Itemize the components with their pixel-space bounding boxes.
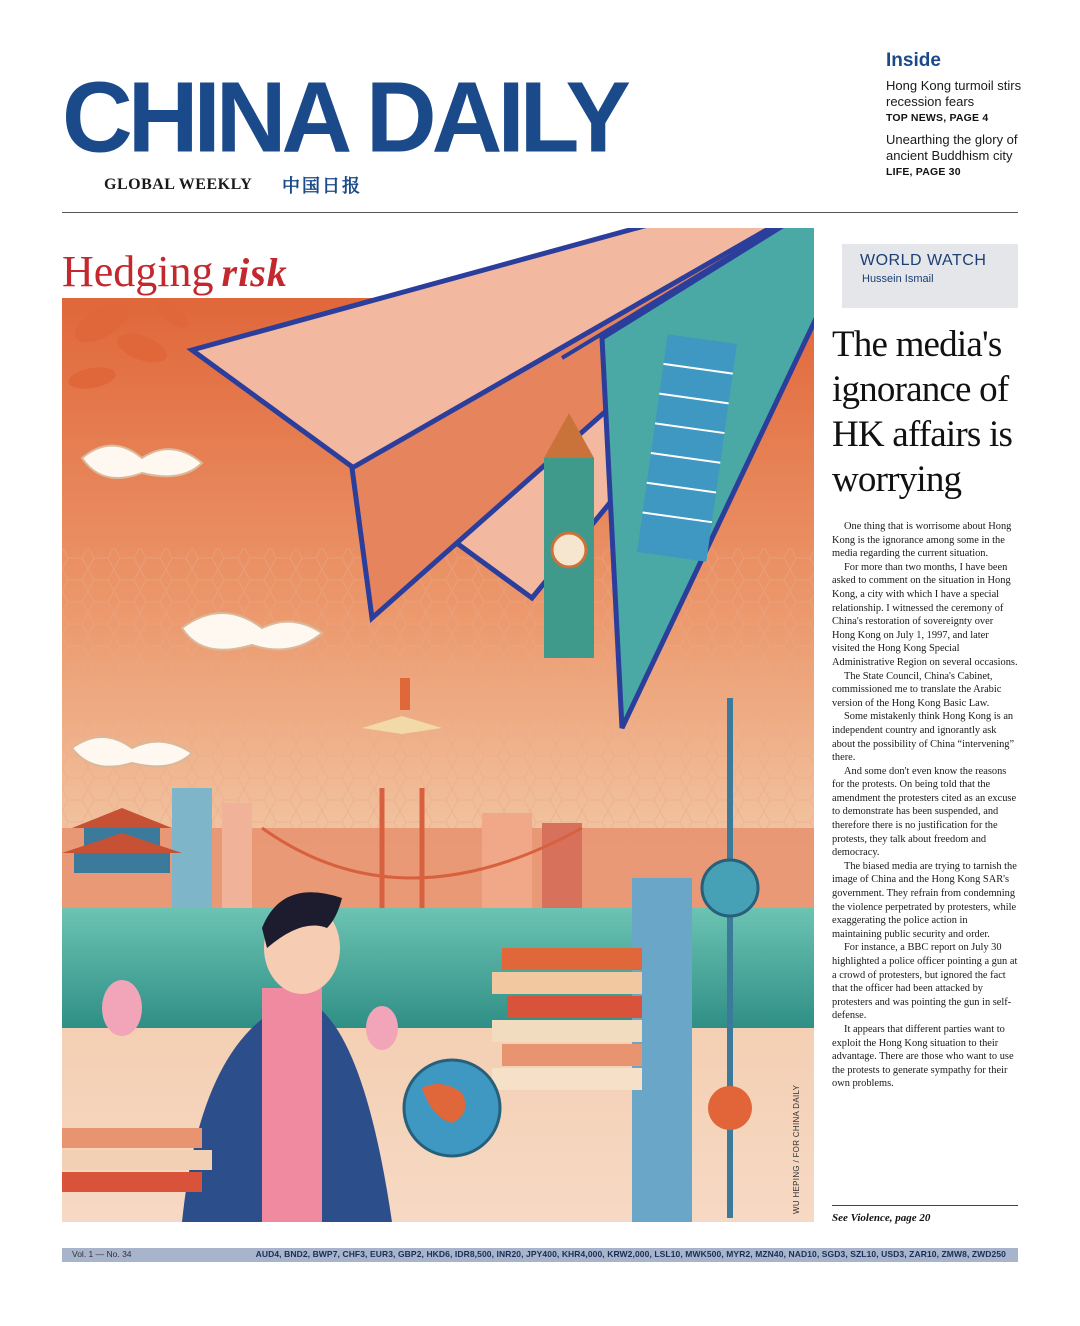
column-author: Hussein Ismail	[862, 273, 934, 285]
inside-item-headline[interactable]: Unearthing the glory of ancient Buddhism city	[886, 132, 1018, 163]
column-paragraph: The biased media are trying to tarnish the image of China and the Hong Kong SAR's government. They refrain from condemning the violence perpetrated by protesters, while exaggerating the police action in maintaining public security and order.	[832, 860, 1017, 940]
clock-tower	[544, 413, 594, 658]
column-paragraph: For instance, a BBC report on July 30 highlighted a police officer pointing a gun at a crowd of protesters, but ignored the fact that the officer had been attacked by protesters and was pointing the gun in self-defense.	[832, 942, 1018, 1022]
masthead-subtitle: GLOBAL WEEKLY	[104, 176, 253, 193]
inside-item-reference: TOP NEWS, PAGE 4	[886, 112, 989, 124]
inside-item-headline[interactable]: Hong Kong turmoil stirs recession fears	[886, 78, 1022, 109]
globe	[404, 1060, 500, 1156]
column-rule	[832, 1205, 1018, 1206]
column-continuation-link[interactable]: See Violence, page 20	[832, 1212, 931, 1224]
column-paragraph: And some don't even know the reasons for the protests. On being told that the amendment the protesters cited as an excuse to demonstrate has been suspended, and therefore there is no justification for the protests, they talk about freedom and democracy.	[832, 765, 1017, 859]
inside-item-reference: LIFE, PAGE 30	[886, 166, 961, 178]
column-paragraph: It appears that different parties want to exploit the Hong Kong situation to their advantage. There are those who want to use the protests to generate sympathy for their own problems.	[832, 1023, 1014, 1090]
river	[62, 908, 814, 1028]
masthead	[62, 60, 722, 198]
inside-item[interactable]	[886, 132, 1026, 178]
column-section-label: WORLD WATCH	[860, 252, 987, 269]
inside-item[interactable]	[886, 78, 1026, 124]
column-paragraph: For more than two months, I have been asked to comment on the situation in Hong Kong, a city with which I have a special relationship. I witnessed the ceremony of China's restoration of sovereignty over Hong Kong on July 1, 1997, and later visited the Hong Kong Special Administrative Region on several occasions.	[832, 561, 1018, 668]
cover-illustration	[62, 228, 814, 1222]
volume-number: Vol. 1 — No. 34	[72, 1249, 132, 1259]
column-body	[832, 520, 1018, 1091]
kicker-text: Hedging	[62, 247, 214, 296]
cover-kicker[interactable]	[62, 246, 288, 297]
kicker-script-text: risk	[221, 250, 288, 295]
masthead-chinese-title: 中国日报	[282, 176, 362, 197]
inside-heading: Inside	[886, 50, 941, 71]
column-paragraph: The State Council, China's Cabinet, commissioned me to translate the Arabic version of the Hong Kong Basic Law.	[832, 670, 1002, 709]
masthead-rule	[62, 212, 1018, 213]
cover-prices: AUD4, BND2, BWP7, CHF3, EUR3, GBP2, HKD6, IDR8,500, INR20, JPY400, KHR4,000, KRW2,000, LSL10, MWK500, MYR2, MZN40, NAD10, SGD3, SZL10, USD3, ZAR10, ZMW8, ZWD250	[255, 1249, 1006, 1259]
footer-band	[62, 1248, 1018, 1262]
column-paragraph: One thing that is worrisome about Hong Kong is the ignorance among some in the media regarding the current situation.	[832, 521, 1012, 560]
cover-artwork	[62, 228, 814, 1222]
column-headline[interactable]: The media's ignorance of HK affairs is worrying	[832, 324, 1013, 500]
column-section-box	[842, 244, 1018, 308]
illustration-credit: WU HEPING / FOR CHINA DAILY	[792, 1084, 801, 1214]
masthead-logo[interactable]: CHINA DAILY	[62, 60, 626, 174]
column-paragraph: Some mistakenly think Hong Kong is an independent country and ignorantly ask about the possibility of China “intervening” there.	[832, 711, 1015, 764]
inside-box	[886, 50, 1026, 186]
